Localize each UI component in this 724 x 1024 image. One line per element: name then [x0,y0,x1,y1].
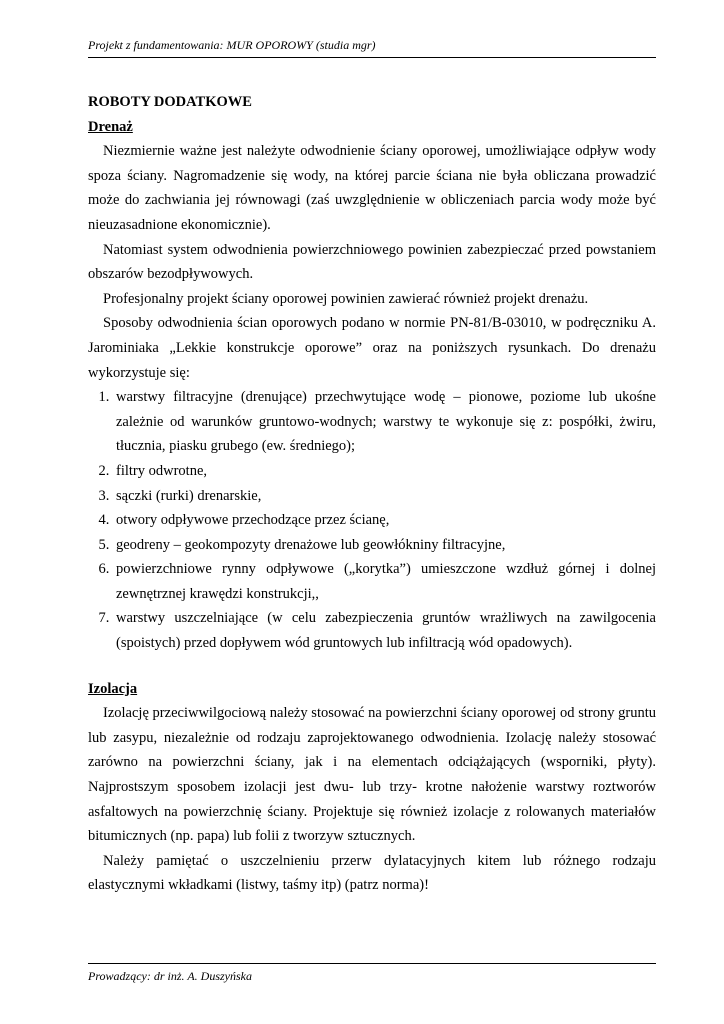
paragraph: Profesjonalny projekt ściany oporowej powinien zawierać również projekt drenażu. [103,290,589,307]
paragraph: Natomiast system odwodnienia powierzchniowego powinien zabezpieczać przed powstaniem obszarów bezodpływowych. [88,241,656,283]
paragraph: Izolację przeciwwilgociową należy stosować na powierzchni ściany oporowej od strony gruntu lub zasypu, niezależnie od rodzaju zaprojektowanego odwodnienia. Izolację należy stosować zarówno na powierzchni ściany, jak i na elementach odciążających (wsporniki, płyty). Najprostszym sposobem izolacji jest dwu- lub trzy- krotne nałożenie warstwy roztworów asfaltowych na powierzchnię ściany. Projektuje się również izolacje z rolowanych materiałów bitumicznych (np. papa) lub folii z tworzyw sztucznych. [88,705,656,845]
list-item: 7. warstwy uszczelniające (w celu zabezpieczenia gruntów wrażliwych na zawilgocenia (spoistych) przed dopływem wód gruntowych lub infiltracją wód opadowych). [113,606,656,655]
document-body [88,90,656,898]
list-item: 2. filtry odwrotne, [113,459,656,484]
paragraph: Należy pamiętać o uszczelnieniu przerw dylatacyjnych kitem lub różnego rodzaju elastycznymi wkładkami (listwy, taśmy itp) (patrz norma)! [88,852,656,894]
document-title: ROBOTY DODATKOWE [88,94,252,110]
drainage-list [88,385,656,656]
section-heading-drenaz: Drenaż [88,118,133,135]
page-header: Projekt z fundamentowania: MUR OPOROWY (studia mgr) [88,38,656,58]
paragraph: Sposoby odwodnienia ścian oporowych podano w normie PN-81/B-03010, w podręczniku A. Jarominiaka „Lekkie konstrukcje oporowe” oraz na poniższych rysunkach. Do drenażu wykorzystuje się: [88,315,656,381]
list-item: 4. otwory odpływowe przechodzące przez ścianę, [113,508,656,533]
list-item: 1. warstwy filtracyjne (drenujące) przechwytujące wodę – pionowe, poziome lub ukośne zależnie od warunków gruntowo-wodnych; warstwy te wykonuje się z: pospółki, żwiru, tłucznia, piasku grubego (ew. średniego); [113,385,656,459]
spacer [88,656,656,677]
section-heading-izolacja: Izolacja [88,680,138,697]
list-item: 3. sączki (rurki) drenarskie, [113,484,656,509]
paragraph: Niezmiernie ważne jest należyte odwodnienie ściany oporowej, umożliwiające odpływ wody spoza ściany. Nagromadzenie się wody, na której parcie ściana nie była obliczana prowadzić może do zachwiania jej równowagi (zaś uwzględnienie w obliczeniach parcia wody może być nieuzasadnione ekonomicznie). [88,143,656,233]
page-footer: Prowadzący: dr inż. A. Duszyńska [88,963,656,984]
list-item: 6. powierzchniowe rynny odpływowe („korytka”) umieszczone wzdłuż górnej i dolnej zewnętrznej krawędzi konstrukcji,, [113,557,656,606]
list-item: 5. geodreny – geokompozyty drenażowe lub geowłókniny filtracyjne, [113,533,656,558]
